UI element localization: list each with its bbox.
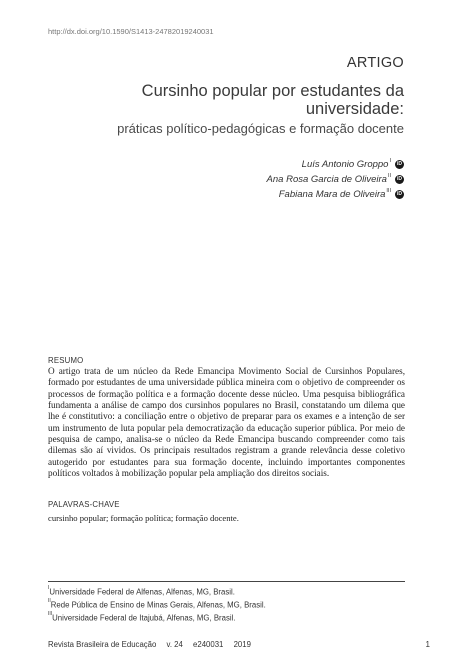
page-footer [48,640,259,649]
affiliation-1 [48,585,266,598]
orcid-icon[interactable]: iD [397,191,402,197]
affil-text: Universidade Federal de Alfenas, Alfenas, MG, Brasil. [49,587,235,597]
author-2 [104,172,404,187]
author-name: Ana Rosa Garcia de Oliveira [266,174,387,185]
keywords-text: cursinho popular; formação política; formação docente. [48,513,239,523]
journal-volume: v. 24 [166,640,183,649]
author-1 [104,157,404,172]
affil-marker: III [48,611,53,618]
orcid-icon[interactable]: iD [397,161,402,167]
abstract-text: O artigo trata de um núcleo da Rede Emancipa Movimento Social de Cursinhos Populares, formado por estudantes de uma universidade pública mineira com o objetivo de compreender os processos de formação política e a formação docente desse núcleo. Uma pesquisa bibliográfica fundamenta a análise de campo dos cursinhos populares no Brasil, constatando um dilema que lhe é constitutivo: a conciliação entre o objetivo de preparar para os exames e a intenção de ser um instrumento de luta popular pela democratização da educação superior pública. Por meio de pesquisa de campo, analisa-se o núcleo da Rede Emancipa buscando compreender como tais dilemas são aí vividos. Os principais resultados registram a grande relevância desse coletivo autogerido por estudantes para sua formação docente, incluindo importantes componentes políticos voltados à mobilização popular pela ampliação dos direitos sociais. [48,366,405,479]
author-affil-marker: I [389,158,391,164]
affil-text: Universidade Federal de Itajubá, Alfenas, MG, Brasil. [52,613,236,623]
affil-marker: II [48,598,51,605]
author-3 [104,187,404,202]
affil-marker: I [48,585,50,591]
journal-name: Revista Brasileira de Educação [48,640,157,649]
author-affil-marker: III [386,188,391,194]
journal-year: 2019 [233,640,251,649]
article-id: e240031 [193,640,224,649]
keywords-heading: PALAVRAS-CHAVE [48,500,120,509]
abstract-heading: RESUMO [48,356,84,365]
affil-text: Rede Pública de Ensino de Minas Gerais, Alfenas, MG, Brasil. [50,600,266,610]
affiliation-list [48,585,266,624]
author-list [104,157,404,202]
author-name: Luís Antonio Groppo [301,159,389,170]
author-affil-marker: II [387,173,391,179]
orcid-icon[interactable]: iD [397,176,402,182]
author-name: Fabiana Mara de Oliveira [278,189,386,200]
affiliation-3 [48,611,266,624]
affiliation-2 [48,598,266,611]
section-label: ARTIGO [346,55,404,71]
doi-link[interactable]: http://dx.doi.org/10.1590/S1413-24782019240031 [48,27,214,36]
article-title: Cursinho popular por estudantes da universidade: [141,82,404,118]
page-number: 1 [425,640,430,649]
article-subtitle: práticas político-pedagógicas e formação docente [117,121,404,136]
footnote-divider [48,581,405,582]
